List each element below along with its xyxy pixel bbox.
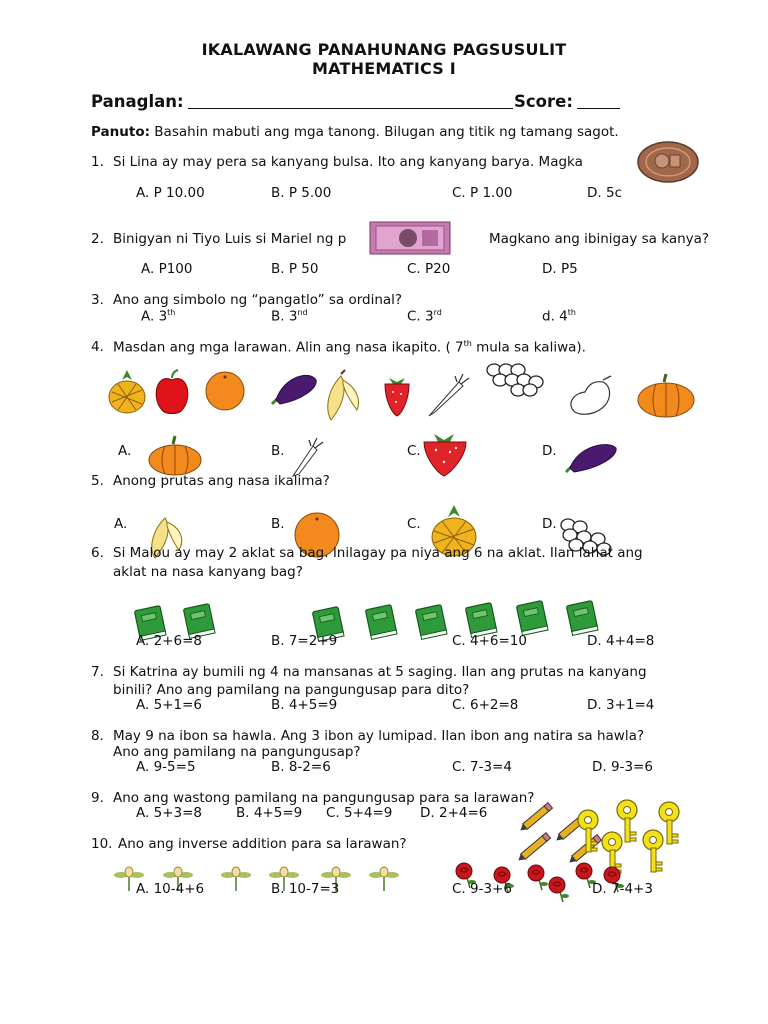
q7-line2: binili? Ano ang pamilang na pangungusap para dito?: [113, 682, 470, 698]
rose-icon: [545, 876, 573, 904]
book-icon: [415, 603, 451, 641]
q5-text: Anong prutas ang nasa ikalima?: [113, 473, 330, 489]
pencil-icon: [514, 834, 554, 862]
flower-icon: [368, 867, 400, 893]
q7-choice-c[interactable]: C. 6+2=8: [452, 697, 519, 713]
book-icon: [365, 603, 401, 641]
q7-line1: Si Katrina ay bumili ng 4 na mansanas at 5 saging. Ilan ang prutas na kanyang: [113, 664, 647, 680]
q4-choice-b[interactable]: B.: [271, 443, 285, 459]
score-field-line[interactable]: [577, 108, 620, 109]
q10-choice-b[interactable]: B. 10-7=3: [271, 881, 340, 897]
q6-line1: Si Malou ay may 2 aklat sa bag. Inilagay pa niya ang 6 na aklat. Ilan lahat ang: [113, 545, 643, 561]
key-icon: [576, 808, 600, 854]
pumpkin-icon: [147, 436, 203, 476]
pumpkin-icon: [636, 372, 696, 418]
q3-choice-b[interactable]: B. 3nd: [271, 308, 308, 325]
banknote-icon: [370, 222, 450, 254]
q6-choice-b[interactable]: B. 7=2+9: [271, 633, 338, 649]
carrot-icon: [425, 372, 473, 418]
q1-choice-b[interactable]: B. P 5.00: [271, 185, 332, 201]
q5-number: 5.: [91, 473, 104, 489]
q3-number: 3.: [91, 292, 104, 308]
q5-choice-d[interactable]: D.: [542, 516, 557, 532]
q4-text: Masdan ang mga larawan. Alin ang nasa ikapito. ( 7th mula sa kaliwa).: [113, 339, 586, 356]
q3-choice-a[interactable]: A. 3th: [141, 308, 176, 325]
flower-icon: [220, 867, 252, 893]
q8-choice-d[interactable]: D. 9-3=6: [592, 759, 653, 775]
book-icon: [516, 599, 552, 637]
grapes-icon: [484, 360, 552, 398]
q6-number: 6.: [91, 545, 104, 561]
q1-choice-d[interactable]: D. 5c: [587, 185, 622, 201]
q7-choice-b[interactable]: B. 4+5=9: [271, 697, 338, 713]
q8-choice-b[interactable]: B. 8-2=6: [271, 759, 331, 775]
q8-number: 8.: [91, 728, 104, 744]
q8-choice-a[interactable]: A. 9-5=5: [136, 759, 196, 775]
eggplant-icon: [562, 440, 618, 476]
q3-text: Ano ang simbolo ng “pangatlo” sa ordinal?: [113, 292, 403, 308]
q2-choice-a[interactable]: A. P100: [141, 261, 193, 277]
q3-choice-d[interactable]: d. 4th: [542, 308, 576, 325]
pencil-icon: [516, 804, 556, 832]
q2-choice-c[interactable]: C. P20: [407, 261, 451, 277]
q2-choice-b[interactable]: B. P 50: [271, 261, 319, 277]
q6-line2: aklat na nasa kanyang bag?: [113, 564, 303, 580]
page-title: IKALAWANG PANAHUNANG PAGSUSULIT: [201, 40, 567, 59]
book-icon: [566, 599, 602, 637]
q10-number: 10.: [91, 836, 113, 852]
pear-icon: [565, 374, 617, 416]
q4-choice-d[interactable]: D.: [542, 443, 557, 459]
instructions-label: Panuto:: [91, 124, 150, 140]
q6-choice-c[interactable]: C. 4+6=10: [452, 633, 527, 649]
q9-choice-c[interactable]: C. 5+4=9: [326, 805, 393, 821]
pineapple-icon: [106, 370, 148, 414]
q1-text: Si Lina ay may pera sa kanyang bulsa. Ito ang kanyang barya. Magka: [113, 154, 583, 170]
q6-choice-a[interactable]: A. 2+6=8: [136, 633, 202, 649]
q1-choice-a[interactable]: A. P 10.00: [136, 185, 205, 201]
q7-choice-a[interactable]: A. 5+1=6: [136, 697, 202, 713]
q2-text-a: Binigyan ni Tiyo Luis si Mariel ng p: [113, 231, 347, 247]
banana-icon: [321, 370, 363, 422]
q7-choice-d[interactable]: D. 3+1=4: [587, 697, 655, 713]
page-subtitle: MATHEMATICS I: [312, 59, 456, 78]
score-label: Score:: [514, 92, 573, 111]
q5-choice-c[interactable]: C.: [407, 516, 421, 532]
q2-text-b: Magkano ang ibinigay sa kanya?: [489, 231, 710, 247]
q4-number: 4.: [91, 339, 104, 355]
q9-choice-b[interactable]: B. 4+5=9: [236, 805, 303, 821]
q10-text: Ano ang inverse addition para sa larawan?: [118, 836, 407, 852]
instructions-text: Basahin mabuti ang mga tanong. Bilugan ang titik ng tamang sagot.: [154, 124, 619, 140]
carrot-icon: [291, 436, 325, 478]
eggplant-icon: [266, 370, 318, 410]
q1-choice-c[interactable]: C. P 1.00: [452, 185, 513, 201]
q2-number: 2.: [91, 231, 104, 247]
q10-choice-a[interactable]: A. 10-4+6: [136, 881, 205, 897]
q9-choice-d[interactable]: D. 2+4=6: [420, 805, 488, 821]
orange-icon: [204, 370, 246, 412]
q10-choice-d[interactable]: D. 7-4+3: [592, 881, 653, 897]
name-field-line[interactable]: [188, 108, 513, 109]
q3-choice-c[interactable]: C. 3rd: [407, 308, 442, 325]
q7-number: 7.: [91, 664, 104, 680]
q8-line1: May 9 na ibon sa hawla. Ang 3 ibon ay lumipad. Ilan ibon ang natira sa hawla?: [113, 728, 645, 744]
q6-choice-d[interactable]: D. 4+4=8: [587, 633, 655, 649]
strawberry-icon: [422, 432, 468, 476]
coin-icon: [637, 141, 699, 183]
apple-icon: [152, 370, 192, 414]
key-icon: [641, 828, 665, 874]
strawberry-icon: [381, 372, 413, 416]
name-label: Panaglan:: [91, 92, 184, 111]
q9-choice-a[interactable]: A. 5+3=8: [136, 805, 202, 821]
instructions: [91, 124, 619, 140]
q10-choice-c[interactable]: C. 9-3+6: [452, 881, 512, 897]
q4-choice-a[interactable]: A.: [118, 443, 132, 459]
q2-choice-d[interactable]: D. P5: [542, 261, 578, 277]
q1-number: 1.: [91, 154, 104, 170]
q9-text: Ano ang wastong pamilang na pangungusap para sa larawan?: [113, 790, 535, 806]
q5-choice-b[interactable]: B.: [271, 516, 285, 532]
q5-choice-a[interactable]: A.: [114, 516, 128, 532]
q8-line2: Ano ang pamilang na pangungusap?: [113, 744, 361, 760]
q9-number: 9.: [91, 790, 104, 806]
q4-choice-c[interactable]: C.: [407, 443, 421, 459]
q8-choice-c[interactable]: C. 7-3=4: [452, 759, 512, 775]
